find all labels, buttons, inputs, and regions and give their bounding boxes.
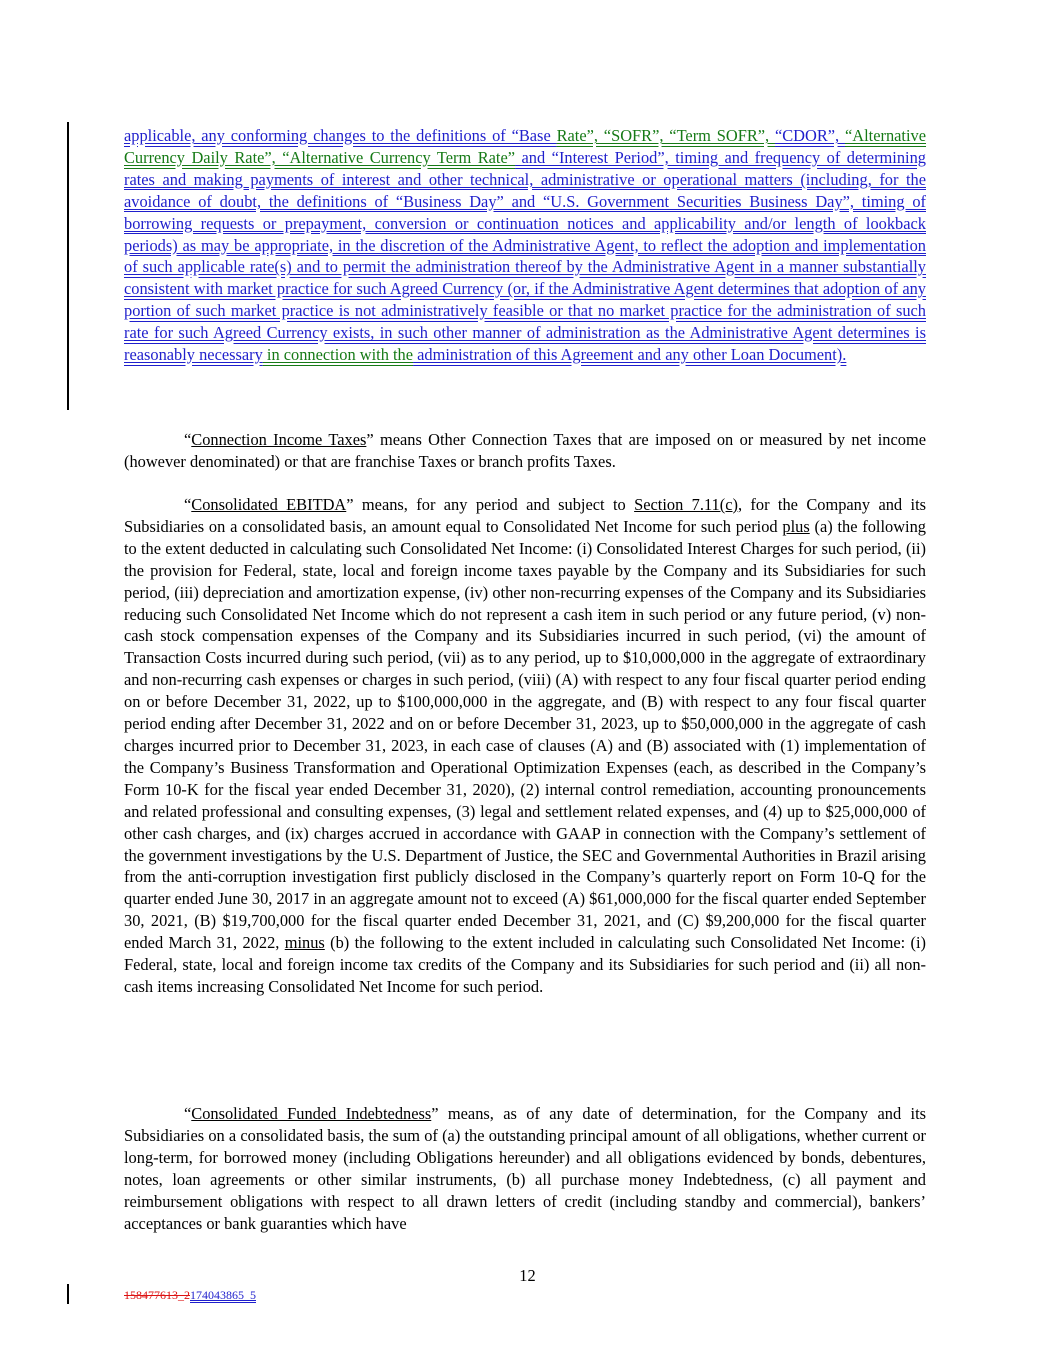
definition-text: ” means, for any period and subject to	[346, 495, 635, 514]
defined-term: Consolidated EBITDA	[191, 495, 347, 514]
inserted-text: “CDOR”,	[774, 126, 845, 145]
footer-change-bar	[67, 1284, 69, 1304]
definition-text: , for the Company and its Subsidiaries on a consolidated basis, an amount equal to Consolidated Net Income for such period	[124, 495, 926, 536]
deleted-doc-id: 158477613_2	[124, 1288, 190, 1302]
definition-consolidated-ebitda	[124, 494, 926, 998]
plus-keyword: plus	[782, 516, 810, 536]
open-quote: “	[184, 495, 192, 514]
minus-keyword: minus	[284, 933, 325, 953]
definition-connection-income-taxes	[124, 429, 926, 473]
definition-text: (a) the following to the extent deducted in calculating such Consolidated Net Income: (i) Consolidated Interest Charges for such period, (ii) the provision for Federal, state, local and foreign income taxes payable by the Company and its Subsidiaries for such period, (iii) depreciation and amortization expense, (iv) other non-recurring expenses of the Company and its Subsidiaries reducing such Consolidated Net Income which do not represent a cash item in such period or any future period, (v) non-cash stock compensation expenses of the Company and its Subsidiaries incurred in such period, (vi) the amount of Transaction Costs incurred during such period, (vii) as to any period, up to $10,000,000 in the aggregate of extraordinary and non-recurring cash expenses or charges in such period, (viii) (A) with respect to any four fiscal quarter period ending on or before December 31, 2022, up to $100,000,000 in the aggregate, and (B) with respect to any four fiscal quarter period ending after December 31, 2022 and on or before December 31, 2023, up to $50,000,000 in the aggregate of cash charges incurred prior to December 31, 2023, in each case of clauses (A) and (B) associated with (1) implementation of the Company’s Business Transformation and Operational Optimization Expenses (each, as described in the Company’s Form 10-K for the fiscal year ended December 31, 2020), (2) internal control remediation, accounting pronouncements and related professional and consulting expenses, (3) legal and settlement related expenses, and (4) up to $25,000,000 of other cash charges, and (ix) charges accrued in accordance with GAAP in connection with the Company’s settlement of the government investigations by the U.S. Department of Justice, the SEC and Governmental Authorities in Brazil arising from the anti-corruption investigation first publicly disclosed in the Company’s quarterly report on Form 10-Q for the quarter ended June 30, 2017 in an aggregate amount not to exceed (A) $61,000,000 for the fiscal quarter ended September 30, 2021, (B) $19,700,000 for the fiscal quarter ended December 31, 2021, and (C) $9,200,000 for the fiscal quarter ended March 31, 2022,	[124, 516, 927, 953]
page-number: 12	[519, 1266, 536, 1285]
definition-text: ” means, as of any date of determination, for the Company and its Subsidiaries on a consolidated basis, the sum of (a) the outstanding principal amount of all obligations, whether current or long-term, for borrowed money (including Obligations hereunder) and all obligations evidenced by bonds, debentures, notes, loan agreements or other similar instruments, (b) all purchase money Indebtedness, (c) all payment and reimbursement obligations with respect to all drawn letters of credit (including standby and commercial), bankers’ acceptances or bank guaranties which have	[124, 1104, 927, 1233]
open-quote: “	[184, 430, 192, 449]
document-id	[124, 1288, 256, 1303]
inserted-text: and “Interest Period”, timing and frequency of determining rates and making payments of interest and other technical, administrative or operational matters (including, for the avoidance of doubt, the definitions of “Business Day” and “U.S. Government Securities Business Day”, timing of borrowing requests or prepayment, conversion or continuation notices and applicability and/or length of lookback periods) as may be appropriate, in the discretion of the Administrative Agent, to reflect the adoption and implementation of such applicable rate(s) and to permit the administration thereof by the Administrative Agent in a manner substantially consistent with market practice for such Agreed Currency (or, if the Administrative Agent determines that adoption of any portion of such market practice is not administratively feasible or that no market practice for the administration of such rate for such Agreed Currency exists, in such other manner of administration as the Administrative Agent determines is reasonably necessary	[124, 147, 926, 365]
defined-term: Consolidated Funded Indebtedness	[191, 1104, 432, 1123]
defined-term: Connection Income Taxes	[191, 430, 367, 449]
inserted-doc-id: 174043865_5	[190, 1288, 256, 1302]
paragraph-benchmark-conforming-changes	[124, 125, 926, 366]
inserted-text: applicable, any conforming changes to the definitions of “Base	[124, 126, 557, 145]
definition-text: ” means Other Connection Taxes that are imposed on or measured by net income (however denominated) or that are franchise Taxes or branch profits Taxes.	[124, 430, 926, 471]
definition-text: (b) the following to the extent included in calculating such Consolidated Net Income: (i) Federal, state, local and foreign income tax credits of the Company and its Subsidiaries for such period and (ii) all non-cash items increasing Consolidated Net Income for such period.	[124, 933, 926, 996]
change-bar	[67, 122, 69, 410]
moved-text: Rate”, “SOFR”, “Term SOFR”,	[556, 126, 775, 145]
section-reference: Section 7.11(c)	[634, 495, 738, 514]
moved-text: “Alternative Currency Daily Rate”, “Alternative Currency Term Rate”	[124, 126, 927, 167]
moved-text: in connection with the	[262, 345, 414, 365]
open-quote: “	[184, 1104, 192, 1123]
inserted-text: administration of this Agreement and any other Loan Document).	[413, 345, 847, 365]
definition-consolidated-funded-indebtedness	[124, 1103, 926, 1234]
